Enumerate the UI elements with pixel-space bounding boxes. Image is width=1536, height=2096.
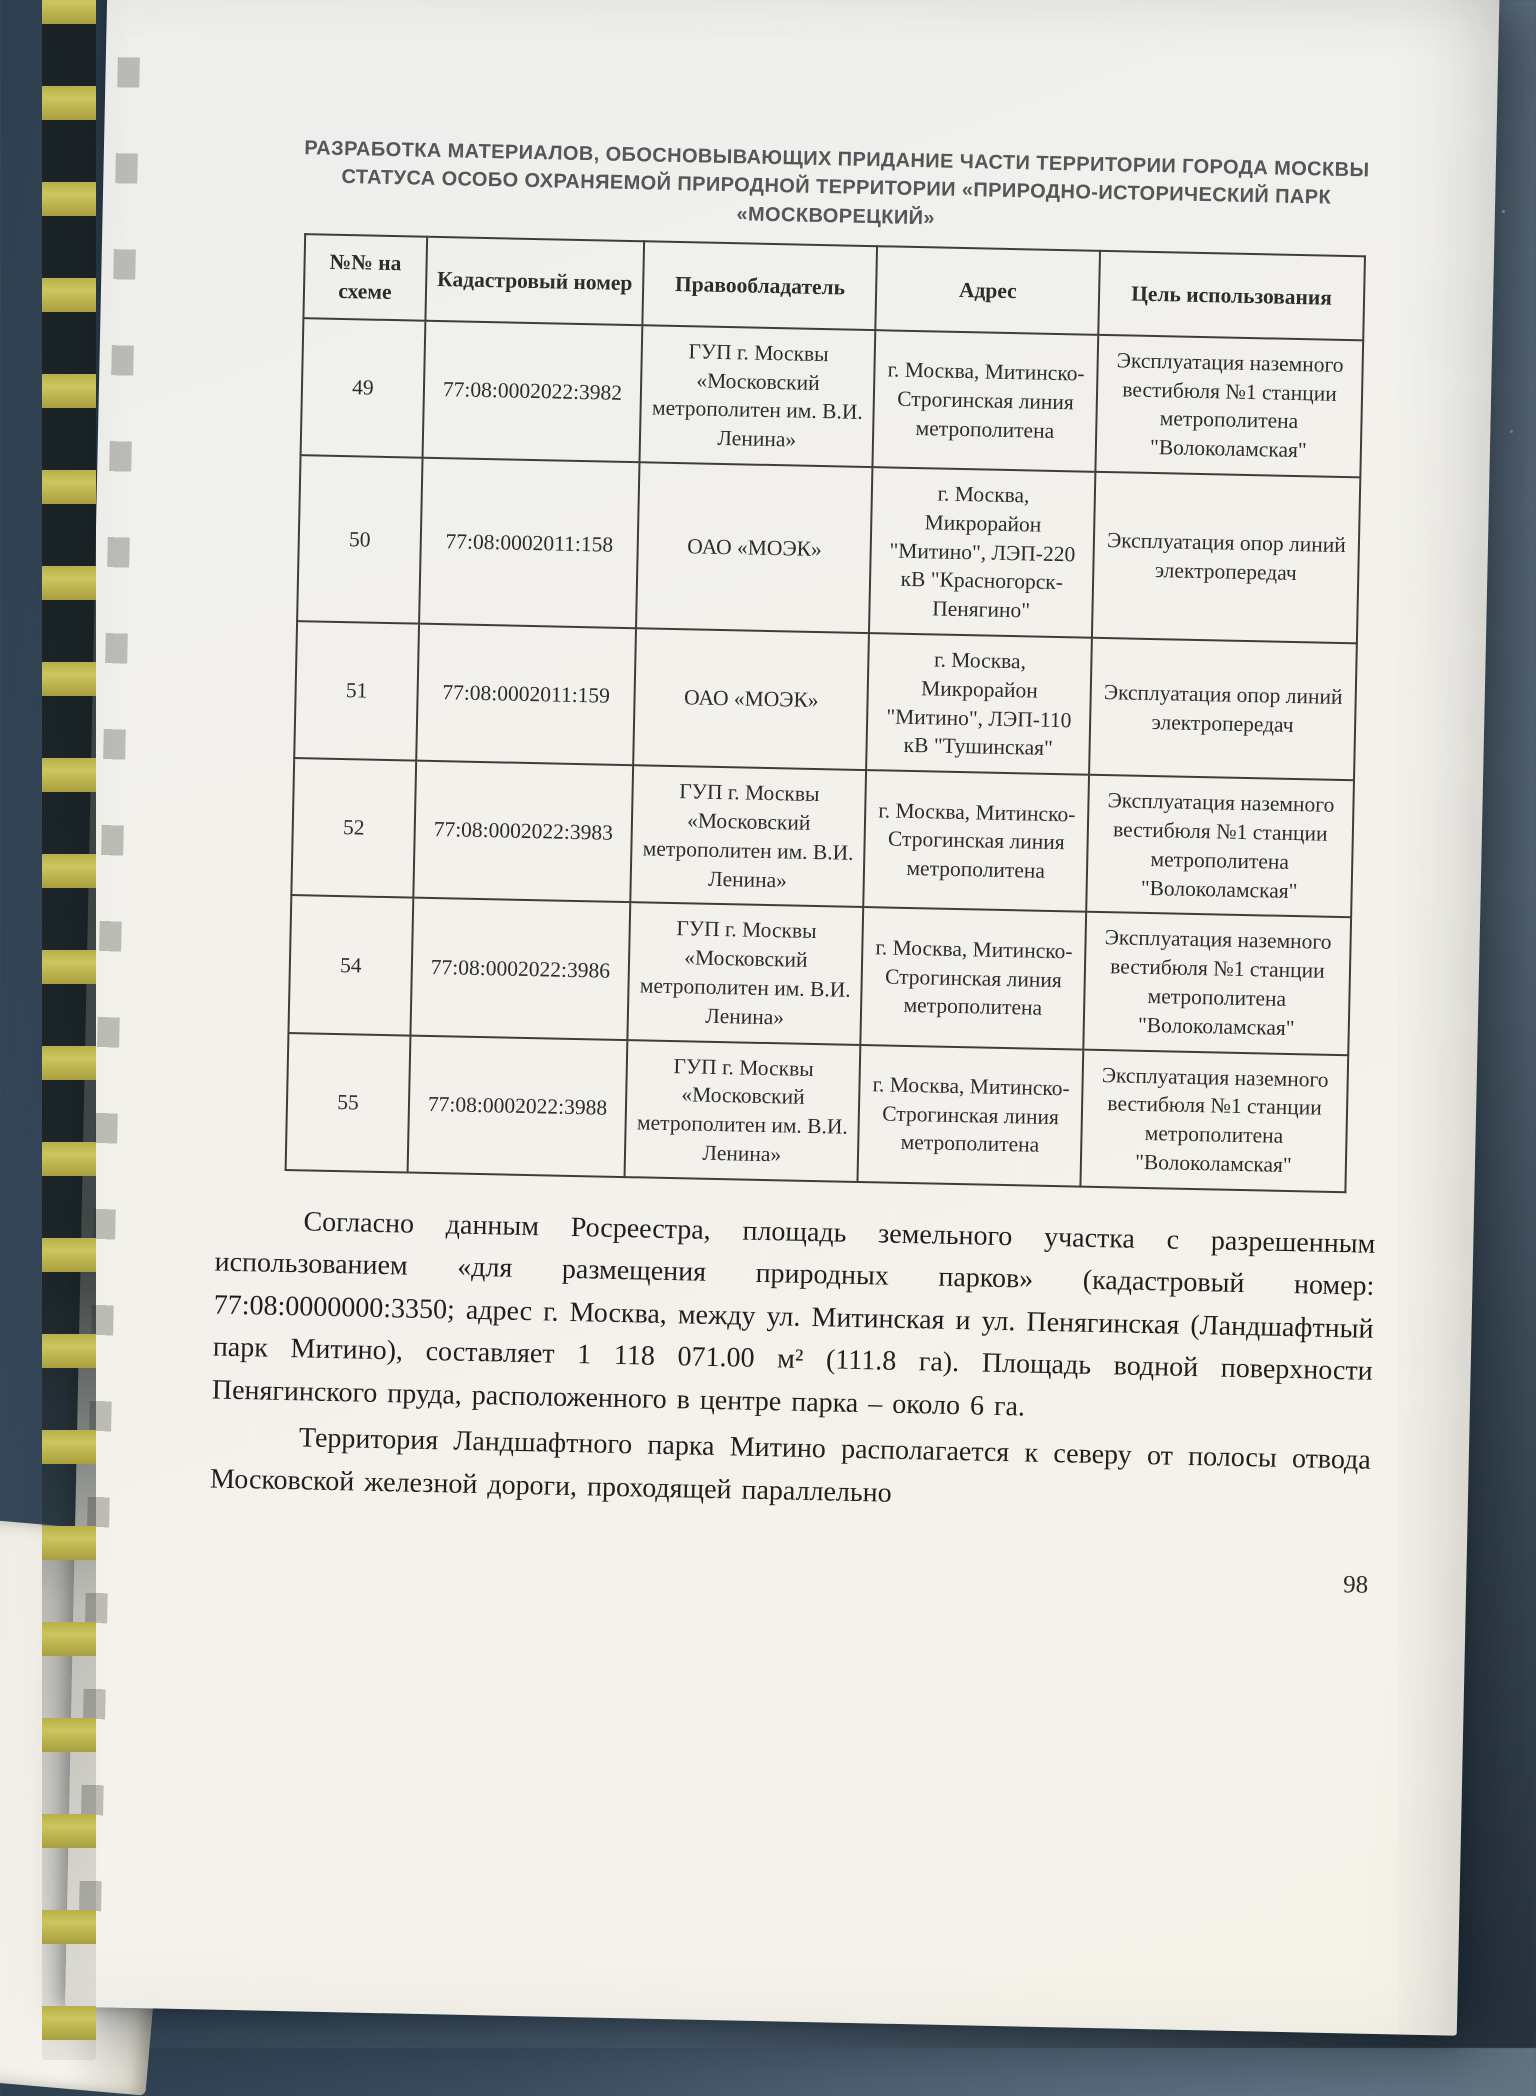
- cell-purpose: Эксплуатация наземного вестибюля №1 станции метрополитена "Волоколамская": [1083, 912, 1351, 1055]
- table-row: [286, 1033, 1349, 1192]
- cell-purpose: Эксплуатация опор линий электропередач: [1092, 472, 1360, 643]
- cell-address: г. Москва, Микрорайон "Митино", ЛЭП-220 кВ "Красногорск-Пенягино": [869, 467, 1095, 638]
- cell-scheme-number: 49: [301, 318, 426, 458]
- cell-scheme-number: 52: [291, 758, 416, 898]
- body-paragraph: Согласно данным Росреестра, площадь земельного участка с разрешенным использованием «для размещения природных парков» (кадастровый номер: 77:08:0000000:3350; адрес г. Москва, между ул. Митинская и ул. Пенягинская (Ландшафтный парк Митино), составляет 1 118 071.00 м² (111.8 га). Площадь водной поверхности Пенягинского пруда, расположенного в центре парка – около 6 га.: [211, 1206, 1376, 1423]
- body-text: [210, 1199, 1376, 1525]
- document-header-title: РАЗРАБОТКА МАТЕРИАЛОВ, ОБОСНОВЫВАЮЩИХ ПРИДАНИЕ ЧАСТИ ТЕРРИТОРИИ ГОРОДА МОСКВЫ СТАТУСА ОСОБО ОХРАНЯЕМОЙ ПРИРОДНОЙ ТЕРРИТОРИИ «ПРИРОДНО-ИСТОРИЧЕСКИЙ ПАРК «МОСКВОРЕЦКИЙ»: [304, 137, 1370, 230]
- cell-address: г. Москва, Микрорайон "Митино", ЛЭП-110 кВ "Тушинская": [866, 633, 1091, 775]
- cell-rights-holder: ГУП г. Москвы «Московский метрополитен им. В.И. Ленина»: [628, 902, 864, 1044]
- table-row: [294, 621, 1357, 780]
- cell-scheme-number: 51: [294, 621, 419, 761]
- cell-scheme-number: 54: [288, 895, 413, 1035]
- page-content: [74, 0, 1500, 1601]
- cell-scheme-number: 50: [297, 455, 422, 624]
- table-row: [291, 758, 1354, 917]
- spiral-binding-coil: [42, 0, 96, 2060]
- cell-purpose: Эксплуатация опор линий электропередач: [1089, 638, 1357, 781]
- cell-purpose: Эксплуатация наземного вестибюля №1 станции метрополитена "Волоколамская": [1095, 335, 1363, 478]
- cell-cadastral-number: 77:08:0002022:3982: [422, 320, 642, 462]
- column-header-rights-holder: Правообладатель: [643, 241, 878, 329]
- cell-cadastral-number: 77:08:0002022:3983: [413, 761, 633, 903]
- column-header-scheme-number: №№ на схеме: [303, 234, 427, 320]
- table-row: [288, 895, 1351, 1054]
- cell-purpose: Эксплуатация наземного вестибюля №1 станции метрополитена "Волоколамская": [1086, 775, 1354, 918]
- starry-background-speckles: [0, 0, 3, 3]
- cell-cadastral-number: 77:08:0002011:158: [419, 458, 640, 628]
- cell-address: г. Москва, Митинско-Строгинская линия метрополитена: [873, 330, 1098, 472]
- table-row: [297, 455, 1360, 643]
- table-row: [301, 318, 1364, 477]
- column-header-purpose: Цель использования: [1098, 251, 1365, 340]
- cell-cadastral-number: 77:08:0002022:3986: [410, 898, 630, 1040]
- cell-rights-holder: ГУП г. Москвы «Московский метрополитен им. В.И. Ленина»: [630, 765, 866, 907]
- cell-rights-holder: ГУП г. Москвы «Московский метрополитен им. В.И. Ленина»: [640, 325, 876, 467]
- cell-cadastral-number: 77:08:0002011:159: [416, 624, 636, 766]
- body-paragraph: Территория Ландшафтного парка Митино располагается к северу от полосы отвода Московской железной дороги, проходящей параллельно: [209, 1422, 1372, 1509]
- column-header-cadastral-number: Кадастровый номер: [425, 237, 644, 325]
- cell-rights-holder: ГУП г. Москвы «Московский метрополитен им. В.И. Ленина»: [625, 1040, 861, 1182]
- cell-purpose: Эксплуатация наземного вестибюля №1 станции метрополитена "Волоколамская": [1080, 1049, 1348, 1192]
- cell-cadastral-number: 77:08:0002022:3988: [407, 1035, 627, 1177]
- page-number: 98: [1342, 1570, 1369, 1599]
- document-page: [65, 0, 1500, 2036]
- cell-scheme-number: 55: [286, 1033, 411, 1173]
- column-header-address: Адрес: [876, 246, 1100, 334]
- cell-address: г. Москва, Митинско-Строгинская линия метрополитена: [861, 907, 1086, 1049]
- cell-rights-holder: ОАО «МОЭК»: [633, 628, 869, 770]
- cell-address: г. Москва, Митинско-Строгинская линия метрополитена: [858, 1045, 1083, 1187]
- cell-rights-holder: ОАО «МОЭК»: [636, 462, 873, 633]
- cell-address: г. Москва, Митинско-Строгинская линия метрополитена: [864, 770, 1089, 912]
- land-parcels-table: [285, 233, 1366, 1193]
